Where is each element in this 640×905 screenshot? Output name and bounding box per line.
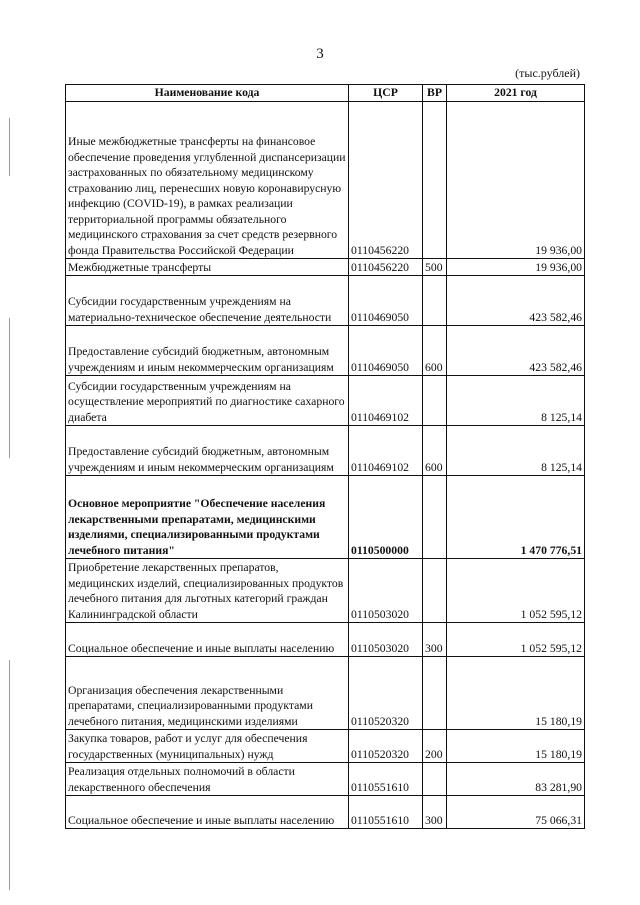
row-name: Основное мероприятие "Обеспечение населения лекарственными препаратами, медицинскими изделиями, специализированными продуктами лечебного питания" xyxy=(66,476,349,559)
row-csr: 0110503020 xyxy=(349,559,423,623)
row-vr: 500 xyxy=(423,259,447,276)
row-amount: 8 125,14 xyxy=(447,376,585,426)
budget-table xyxy=(65,84,585,829)
table-row xyxy=(66,623,585,657)
row-name: Закупка товаров, работ и услуг для обеспечения государственных (муниципальных) нужд xyxy=(66,730,349,763)
row-csr: 0110469102 xyxy=(349,426,423,476)
row-csr: 0110500000 xyxy=(349,476,423,559)
row-csr: 0110469050 xyxy=(349,276,423,326)
table-row xyxy=(66,796,585,829)
page-number: 3 xyxy=(316,46,324,62)
table-row xyxy=(66,276,585,326)
row-amount: 423 582,46 xyxy=(447,326,585,376)
row-vr: 300 xyxy=(423,623,447,657)
table-row xyxy=(66,559,585,623)
row-name: Предоставление субсидий бюджетным, автономным учреждениям и иным некоммерческим организациям xyxy=(66,326,349,376)
header-vr: ВР xyxy=(423,85,447,102)
row-csr: 0110503020 xyxy=(349,623,423,657)
table-row xyxy=(66,763,585,796)
left-margin-line-bottom xyxy=(9,660,10,890)
row-vr xyxy=(423,102,447,259)
row-amount: 1 052 595,12 xyxy=(447,623,585,657)
row-amount: 423 582,46 xyxy=(447,276,585,326)
row-name: Субсидии государственным учреждениям на осуществление мероприятий по диагностике сахарного диабета xyxy=(66,376,349,426)
row-csr: 0110469050 xyxy=(349,326,423,376)
row-vr xyxy=(423,559,447,623)
row-amount: 19 936,00 xyxy=(447,259,585,276)
row-amount: 19 936,00 xyxy=(447,102,585,259)
row-vr xyxy=(423,763,447,796)
header-csr: ЦСР xyxy=(349,85,423,102)
row-amount: 1 470 776,51 xyxy=(447,476,585,559)
row-csr: 0110456220 xyxy=(349,259,423,276)
table-row xyxy=(66,259,585,276)
row-amount: 15 180,19 xyxy=(447,730,585,763)
row-amount: 15 180,19 xyxy=(447,657,585,730)
row-csr: 0110456220 xyxy=(349,102,423,259)
row-amount: 8 125,14 xyxy=(447,426,585,476)
table-row xyxy=(66,657,585,730)
row-vr xyxy=(423,376,447,426)
row-csr: 0110551610 xyxy=(349,796,423,829)
row-name: Предоставление субсидий бюджетным, автономным учреждениям и иным некоммерческим организациям xyxy=(66,426,349,476)
row-vr: 300 xyxy=(423,796,447,829)
table-row xyxy=(66,326,585,376)
row-name: Приобретение лекарственных препаратов, медицинских изделий, специализированных продуктов лечебного питания для льготных категорий граждан Калининградской области xyxy=(66,559,349,623)
header-year: 2021 год xyxy=(447,85,585,102)
row-csr: 0110469102 xyxy=(349,376,423,426)
row-vr xyxy=(423,276,447,326)
row-csr: 0110551610 xyxy=(349,763,423,796)
left-margin-line-middle xyxy=(9,318,10,458)
row-name: Социальное обеспечение и иные выплаты населению xyxy=(66,623,349,657)
units-label: (тыс.рублей) xyxy=(515,66,580,80)
row-name: Организация обеспечения лекарственными препаратами, специализированными продуктами лечебного питания, медицинскими изделиями xyxy=(66,657,349,730)
header-name: Наименование кода xyxy=(66,85,349,102)
row-vr xyxy=(423,657,447,730)
row-csr: 0110520320 xyxy=(349,730,423,763)
row-vr: 600 xyxy=(423,326,447,376)
row-name: Субсидии государственным учреждениям на материально-техническое обеспечение деятельности xyxy=(66,276,349,326)
row-amount: 1 052 595,12 xyxy=(447,559,585,623)
row-name: Межбюджетные трансферты xyxy=(66,259,349,276)
table-row xyxy=(66,426,585,476)
row-name: Реализация отдельных полномочий в области лекарственного обеспечения xyxy=(66,763,349,796)
row-amount: 75 066,31 xyxy=(447,796,585,829)
row-amount: 83 281,90 xyxy=(447,763,585,796)
table-row xyxy=(66,102,585,259)
table-row xyxy=(66,376,585,426)
row-vr: 200 xyxy=(423,730,447,763)
row-vr xyxy=(423,476,447,559)
left-margin-line-top xyxy=(9,118,10,176)
row-csr: 0110520320 xyxy=(349,657,423,730)
table-row xyxy=(66,476,585,559)
table-row xyxy=(66,730,585,763)
row-vr: 600 xyxy=(423,426,447,476)
table-header-row xyxy=(66,85,585,102)
row-name: Иные межбюджетные трансферты на финансовое обеспечение проведения углубленной диспансеризации застрахованных по обязательному медицинскому страхованию лиц, перенесших новую коронавирусную инфекцию (COVID-19), в рамках реализации территориальной программы обязательного медицинского страхования за счет средств резервного фонда Правительства Российской Федерации xyxy=(66,102,349,259)
row-name: Социальное обеспечение и иные выплаты населению xyxy=(66,796,349,829)
